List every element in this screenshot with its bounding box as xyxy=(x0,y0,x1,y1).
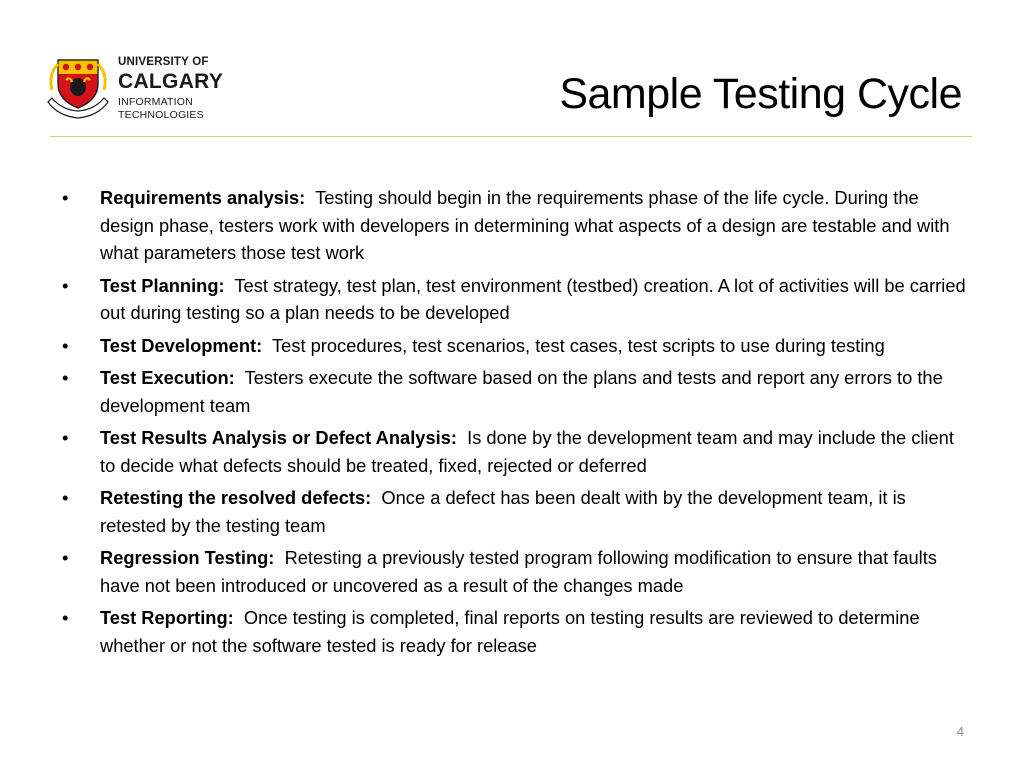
logo-line-3: INFORMATION xyxy=(118,95,193,108)
bullet-item xyxy=(62,364,967,419)
bullet-text: Once a defect has been dealt with by the development team, it is retested by the testing team xyxy=(100,487,906,536)
bullet-text: Testers execute the software based on the plans and tests and report any errors to the development team xyxy=(100,367,943,416)
bullet-item xyxy=(62,332,967,360)
logo-wordmark xyxy=(118,57,223,121)
bullet-marker: • xyxy=(62,367,69,388)
logo-line-4: TECHNOLOGIES xyxy=(118,109,204,121)
bullet-marker: • xyxy=(62,187,69,208)
bullet-item xyxy=(62,544,967,599)
bullet-text: Once testing is completed, final reports on testing results are reviewed to determine whether or not the software tested is ready for release xyxy=(100,607,920,656)
title-divider xyxy=(50,136,972,137)
bullet-item xyxy=(62,184,967,267)
bullet-marker: • xyxy=(62,274,69,296)
bullet-term: Test Development: xyxy=(100,334,263,356)
bullet-text: Retesting a previously tested program following modification to ensure that faults have not been introduced or uncovered as a result of the changes made xyxy=(100,547,937,596)
logo-line-1: UNIVERSITY OF xyxy=(118,56,209,68)
bullet-term: Retesting the resolved defects: xyxy=(100,487,372,508)
bullet-item xyxy=(62,604,967,659)
logo-line-2: CALGARY xyxy=(118,69,224,93)
bullet-marker: • xyxy=(62,334,69,356)
bullet-marker: • xyxy=(62,487,69,508)
bullet-text: Testing should begin in the requirements phase of the life cycle. During the design phase, testers work with developers in determining what aspects of a design are testable and with what parameters those test work xyxy=(100,187,950,263)
bullet-marker: • xyxy=(62,607,69,628)
bullet-list xyxy=(62,184,967,664)
bullet-term: Test Execution: xyxy=(100,367,235,388)
bullet-item xyxy=(62,272,967,327)
bullet-term: Requirements analysis: xyxy=(100,187,306,208)
bullet-item xyxy=(62,484,967,539)
bullet-term: Test Results Analysis or Defect Analysis: xyxy=(100,427,457,448)
crest-icon xyxy=(44,54,112,122)
page-number: 4 xyxy=(956,724,964,739)
bullet-term: Test Reporting: xyxy=(100,607,234,628)
bullet-term: Regression Testing: xyxy=(100,547,275,568)
slide-title: Sample Testing Cycle xyxy=(559,70,962,118)
bullet-text: Test strategy, test plan, test environment (testbed) creation. A lot of activities will be carried out during testing so a plan needs to be developed xyxy=(100,274,966,323)
bullet-text: Test procedures, test scenarios, test cases, test scripts to use during testing xyxy=(272,334,885,356)
bullet-text: Is done by the development team and may include the client to decide what defects should be treated, fixed, rejected or deferred xyxy=(100,427,954,476)
bullet-term: Test Planning: xyxy=(100,274,225,296)
university-logo xyxy=(44,54,234,126)
bullet-marker: • xyxy=(62,547,69,568)
bullet-item xyxy=(62,424,967,479)
bullet-marker: • xyxy=(62,427,69,448)
